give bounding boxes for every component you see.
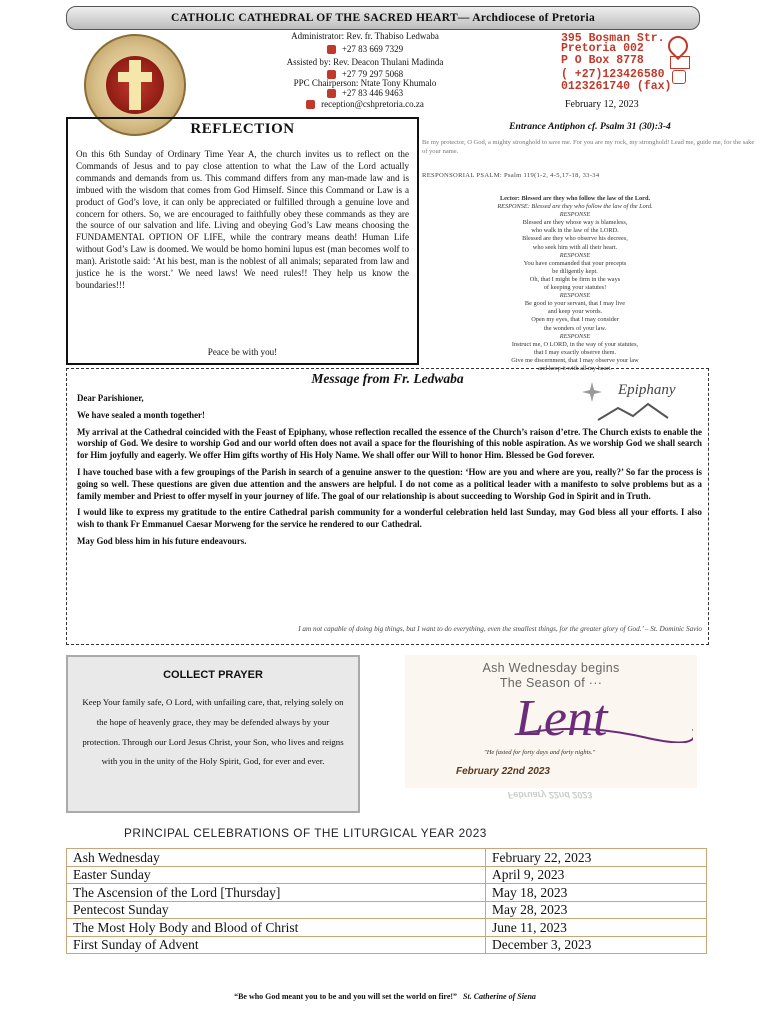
table-row bbox=[67, 866, 707, 884]
psalm-line: You have commanded that your precepts bbox=[523, 259, 627, 267]
reflection-body: On this 6th Sunday of Ordinary Time Year A, the church invites us to reflect on the Commands of Jesus and to pay close attention to what the Law of the Lord actually commands and demands from us. This command differs from any man-made law and is imbued with the wisdom that comes from God Himself. Since this Command or Law is a product of God’s love, it can only be appreciated or fulfilled through a genuine love and concern for others. So, we are encouraged to faithfully obey these commands as they are the source of our salvation and life. Living and obeying God’s Law means choosing the FUNDAMENTAL OPTION OF LIFE, while the contrary means death! Human Life without God’s Law is doomed. We would be homo homini lupus est (man becomes wolf to man). Aristotle said: ‘At his best, man is the noblest of all animals; separated from law and justice he is the worst.’ We need laws! We need rules!! They help us know the boundaries!!! bbox=[76, 149, 409, 290]
psalm-line: Blessed are they who observe his decrees, bbox=[522, 235, 628, 243]
psalm-line: and keep your words. bbox=[547, 308, 603, 316]
message-paragraph: I have touched base with a few groupings of the Parish in search of a genuine answer to the question: ‘How are you and where are you, really?’ So far the process is going so well. These questions are given due attention and the answers are helpful. I do not come as a political leader with a manifesto to solve problems but as a family member and Priest to offer myself in your journey of life. The goal of our relationship is about succeeding to Worship God in Spirit and in Truth. bbox=[77, 466, 702, 501]
email-icon bbox=[306, 100, 315, 109]
reflection-title: REFLECTION bbox=[190, 121, 295, 137]
celebration-date: May 28, 2023 bbox=[486, 901, 707, 919]
city: Pretoria 002 bbox=[561, 42, 644, 55]
psalm-line: Give me discernment, that I may observe your law bbox=[511, 356, 639, 364]
table-row bbox=[67, 884, 707, 902]
psalm-line: who seek him with all their heart. bbox=[532, 243, 618, 251]
entrance-antiphon-title: Entrance Antiphon cf. Psalm 31 (30):3-4 bbox=[509, 121, 671, 132]
psalm-lines bbox=[455, 195, 695, 373]
psalm-line: that I may exactly observe them. bbox=[533, 348, 617, 356]
fax-number: 0123261740 (fax) bbox=[561, 80, 672, 93]
fasted-quote: "He fasted for forty days and forty nights." bbox=[484, 749, 596, 756]
footer-quote-text: “Be who God meant you to be and you will set the world on fire!” bbox=[234, 992, 458, 1001]
bulletin-date: February 12, 2023 bbox=[565, 99, 639, 110]
psalm-line: Oh, that I might be firm in the ways bbox=[529, 275, 621, 283]
epiphany-image bbox=[578, 378, 688, 424]
psalm-line: be diligently kept. bbox=[552, 267, 598, 275]
celebration-name: Easter Sunday bbox=[67, 866, 486, 884]
assisted-phone: +27 79 297 5068 bbox=[200, 69, 530, 79]
table-row bbox=[67, 901, 707, 919]
phone-icon bbox=[327, 89, 336, 98]
celebration-name: Ash Wednesday bbox=[67, 849, 486, 867]
collect-title: COLLECT PRAYER bbox=[163, 669, 263, 681]
psalm-line: Open my eyes, that I may consider bbox=[531, 316, 619, 324]
email[interactable]: reception@cshpretoria.co.za bbox=[200, 99, 530, 109]
ash-line-2: The Season of ··· bbox=[499, 676, 603, 690]
message-title: Message from Fr. Ledwaba bbox=[311, 371, 464, 386]
responsorial-psalm-ref: RESPONSORIAL PSALM: Psalm 119(1-2, 4-5,17-18, 33-34 bbox=[422, 172, 600, 179]
celebration-date: June 11, 2023 bbox=[486, 919, 707, 937]
psalm-line: Be good to your servant, that I may live bbox=[524, 300, 626, 308]
ash-line-1: Ash Wednesday begins bbox=[482, 661, 620, 675]
assisted-by: Assisted by: Rev. Deacon Thulani Madinda bbox=[286, 57, 444, 67]
psalm-line: Instruct me, O LORD, in the way of your statutes, bbox=[511, 340, 639, 348]
psalm-line: RESPONSE bbox=[559, 251, 591, 259]
psalm-line: RESPONSE bbox=[559, 292, 591, 300]
street-address: 395 Bosman Str. bbox=[561, 32, 665, 45]
cross-icon bbox=[129, 60, 141, 110]
message-paragraph: We have sealed a month together! bbox=[77, 409, 205, 420]
celebration-date: April 9, 2023 bbox=[486, 866, 707, 884]
ash-date: February 22nd 2023 bbox=[456, 766, 550, 777]
celebrations-table bbox=[66, 848, 707, 954]
ash-wednesday-panel bbox=[405, 655, 697, 788]
psalm-line: the wonders of your law. bbox=[543, 324, 607, 332]
footer-quote bbox=[0, 992, 770, 1001]
phone-icon bbox=[672, 70, 686, 84]
admin-phone: +27 83 669 7329 bbox=[200, 44, 530, 54]
psalm-line: of keeping your statutes! bbox=[543, 284, 607, 292]
po-box: P O Box 8778 bbox=[561, 54, 644, 67]
celebration-name: First Sunday of Advent bbox=[67, 936, 486, 954]
psalm-line: RESPONSE: Blessed are they who follow the law of the Lord. bbox=[497, 203, 653, 211]
entrance-antiphon-text: Be my protector, O God, a mighty stronghold to save me. For you are my rock, my stronghold! Lead me, guide me, for the sake of your name. bbox=[422, 139, 755, 155]
page-banner: CATHOLIC CATHEDRAL OF THE SACRED HEART— Archdiocese of Pretoria bbox=[66, 6, 700, 30]
ppc-phone: +27 83 446 9463 bbox=[200, 88, 530, 98]
psalm-line: Lector: Blessed are they who follow the law of the Lord. bbox=[499, 195, 651, 202]
celebration-name: The Most Holy Body and Blood of Christ bbox=[67, 919, 486, 937]
collect-text: Keep Your family safe, O Lord, with unfailing care, that, relying solely on the hope of heavenly grace, they may be defended always by your protection. Through our Lord Jesus Christ, your Son, who lives and reigns with you in the unity of the Holy Spirit, God, for ever and ever. bbox=[82, 697, 344, 767]
ash-date-reflection: February 22nd 2023 bbox=[507, 790, 593, 800]
lent-word: Lent bbox=[515, 690, 608, 747]
celebrations-title: PRINCIPAL CELEBRATIONS OF THE LITURGICAL YEAR 2023 bbox=[124, 826, 487, 840]
psalm-line: who walk in the law of the LORD. bbox=[531, 227, 619, 235]
footer-author: St. Catherine of Siena bbox=[463, 992, 536, 1001]
phone-number: ( +27)123426580 bbox=[561, 68, 665, 81]
celebration-date: February 22, 2023 bbox=[486, 849, 707, 867]
psalm-line: Blessed are they whose way is blameless, bbox=[522, 219, 628, 227]
celebration-date: May 18, 2023 bbox=[486, 884, 707, 902]
epiphany-label: Epiphany bbox=[618, 382, 676, 398]
message-paragraph: My arrival at the Cathedral coincided with the Feast of Epiphany, whose reflection recalled the essence of the Church’s raison d’etre. The Church exists to enable the worship of God. We desire to worship God and our world often does not avail a space for the flourishing of this noble aspiration. As we worship God we shall search for Him joyfully and eagerly. We offer Him gifts worthy of His Holy Name. We shall offer our Will to honor Him. Blessed be God forever. bbox=[77, 426, 702, 461]
collect-prayer-box bbox=[66, 655, 360, 813]
mail-icon bbox=[670, 56, 690, 69]
message-paragraph: I would like to express my gratitude to the entire Cathedral parish community for a wonderful celebration held last Sunday, may God bless all your efforts. I also wish to thank Fr Emmanuel Caesar Morweng for the service he rendered to our Cathedral. bbox=[77, 507, 702, 530]
celebration-date: December 3, 2023 bbox=[486, 936, 707, 954]
celebration-name: Pentecost Sunday bbox=[67, 901, 486, 919]
psalm-line: RESPONSE bbox=[559, 332, 591, 340]
administrator: Administrator: Rev. fr. Thabiso Ledwaba bbox=[291, 31, 439, 41]
psalm-line: and keep it with all my heart. bbox=[538, 364, 612, 372]
table-row bbox=[67, 849, 707, 867]
phone-icon bbox=[327, 45, 336, 54]
celebration-name: The Ascension of the Lord [Thursday] bbox=[67, 884, 486, 902]
psalm-line: RESPONSE bbox=[559, 211, 591, 219]
reflection-box bbox=[66, 117, 419, 365]
table-row bbox=[67, 919, 707, 937]
message-quote: I am not capable of doing big things, but I want to do everything, even the smallest things, for the greater glory of God.’ – St. Dominic Savio bbox=[298, 625, 702, 633]
reflection-closing: Peace be with you! bbox=[207, 347, 278, 357]
table-row bbox=[67, 936, 707, 954]
salutation: Dear Parishioner, bbox=[77, 393, 144, 403]
message-paragraph: May God bless him in his future endeavours. bbox=[77, 535, 247, 546]
ppc-chairperson: PPC Chairperson: Ntate Tony Khumalo bbox=[293, 78, 437, 88]
